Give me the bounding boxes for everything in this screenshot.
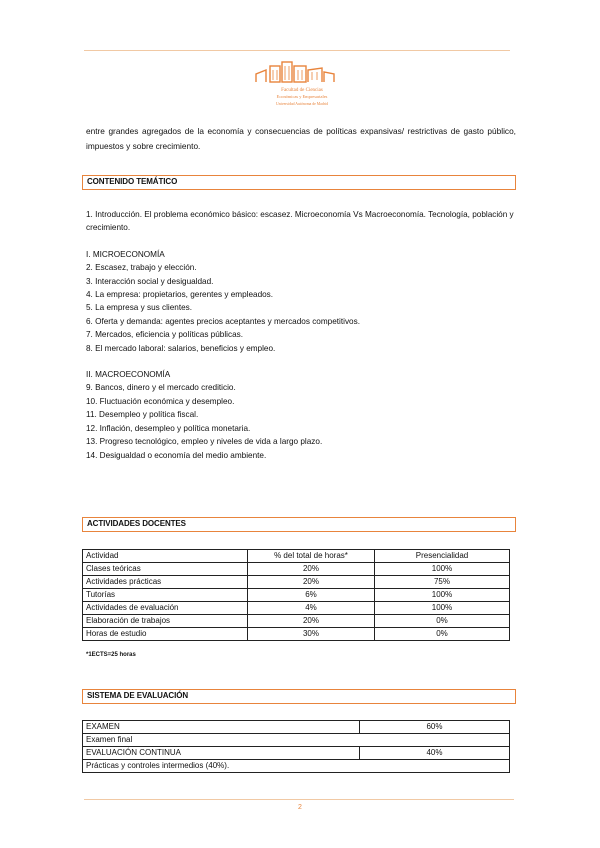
topic-item: 3. Interacción social y desigualdad. (86, 276, 214, 286)
table-cell: 20% (248, 563, 375, 576)
contenido-tematico (86, 208, 516, 462)
table-cell: EXAMEN (83, 721, 360, 734)
section-header-contenido: CONTENIDO TEMÁTICO (82, 175, 516, 190)
table-cell: 20% (248, 615, 375, 628)
header-rule (84, 50, 510, 51)
logo-text-3: Universidad Autónoma de Madrid (276, 102, 328, 106)
table-cell: 100% (375, 589, 510, 602)
topic-item: 5. La empresa y sus clientes. (86, 303, 193, 313)
table-row (83, 760, 510, 773)
topic-item: 13. Progreso tecnológico, empleo y niveles de vida a largo plazo. (86, 437, 323, 447)
faculty-logo (250, 60, 340, 112)
table-row (83, 628, 510, 641)
table-row (83, 563, 510, 576)
table-header-cell: Actividad (83, 550, 248, 563)
table-row (83, 602, 510, 615)
actividades-table (82, 549, 510, 641)
topic-item: 4. La empresa: propietarios, gerentes y empleados. (86, 290, 274, 300)
section-header-evaluacion: SISTEMA DE EVALUACIÓN (82, 689, 516, 704)
macro-title: II. MACROECONOMÍA (86, 370, 171, 380)
topic-item: 11. Desempleo y política fiscal. (86, 410, 199, 420)
table-cell: 100% (375, 563, 510, 576)
topic-item: 14. Desigualdad o economía del medio ambiente. (86, 450, 267, 460)
table-cell: Actividades de evaluación (83, 602, 248, 615)
table-cell: Clases teóricas (83, 563, 248, 576)
table-cell: Horas de estudio (83, 628, 248, 641)
micro-title: I. MICROECONOMÍA (86, 249, 165, 259)
table-cell: 60% (360, 721, 510, 734)
table-row (83, 747, 510, 760)
evaluacion-table (82, 720, 510, 773)
table-cell: Prácticas y controles intermedios (40%). (83, 760, 510, 773)
table-cell: EVALUACIÓN CONTINUA (83, 747, 360, 760)
table-cell: Tutorías (83, 589, 248, 602)
table-cell: 4% (248, 602, 375, 615)
topic-item: 6. Oferta y demanda: agentes precios aceptantes y mercados competitivos. (86, 316, 360, 326)
table-cell: Examen final (83, 734, 510, 747)
table-row (83, 734, 510, 747)
table-cell: 0% (375, 615, 510, 628)
ects-note: *1ECTS=25 horas (86, 652, 136, 658)
topic-item: 2. Escasez, trabajo y elección. (86, 263, 197, 273)
table-row (83, 589, 510, 602)
footer-rule (84, 799, 514, 800)
table-header-cell: % del total de horas* (248, 550, 375, 563)
table-cell: 6% (248, 589, 375, 602)
table-cell: 0% (375, 628, 510, 641)
table-row (83, 576, 510, 589)
section-header-actividades: ACTIVIDADES DOCENTES (82, 517, 516, 532)
topic-item: 8. El mercado laboral: salarios, beneficios y empleo. (86, 343, 276, 353)
table-cell: 30% (248, 628, 375, 641)
table-cell: 100% (375, 602, 510, 615)
intro-paragraph: entre grandes agregados de la economía y consecuencias de políticas expansivas/ restrictivas de gasto público, impuestos y sobre crecimiento. (86, 126, 516, 151)
topic-item: 10. Fluctuación económica y desempleo. (86, 396, 235, 406)
logo-text-2: Económicas y Empresariales (276, 94, 328, 99)
logo-text-1: Facultad de Ciencias (281, 88, 323, 93)
topic-item: 12. Inflación, desempleo y política monetaria. (86, 423, 251, 433)
table-header-row (83, 550, 510, 563)
table-header-cell: Presencialidad (375, 550, 510, 563)
table-row (83, 721, 510, 734)
topic-item: 7. Mercados, eficiencia y políticas públicas. (86, 330, 244, 340)
table-row (83, 615, 510, 628)
table-cell: 40% (360, 747, 510, 760)
topic-item: 9. Bancos, dinero y el mercado crediticio. (86, 383, 236, 393)
page-number: 2 (298, 804, 302, 811)
table-cell: Elaboración de trabajos (83, 615, 248, 628)
topic-intro: 1. Introducción. El problema económico básico: escasez. Microeconomía Vs Macroeconomía. Tecnología, población y crecimiento. (86, 210, 514, 233)
table-cell: Actividades prácticas (83, 576, 248, 589)
table-cell: 75% (375, 576, 510, 589)
table-cell: 20% (248, 576, 375, 589)
